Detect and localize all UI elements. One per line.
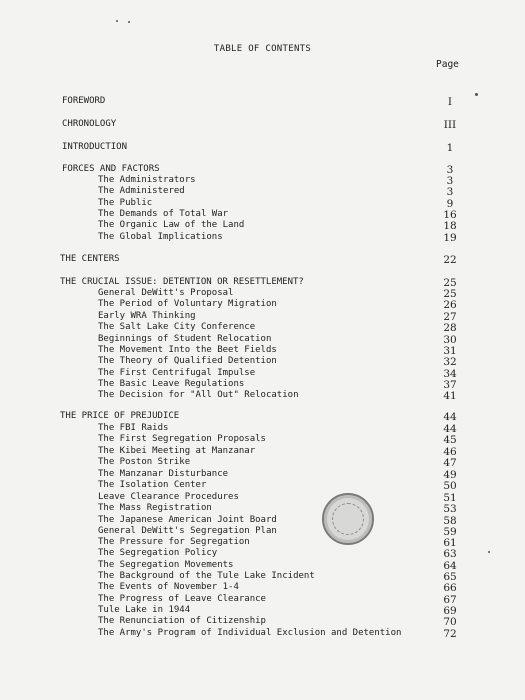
archive-stamp — [322, 493, 374, 545]
toc-page-number: 25 — [443, 277, 457, 289]
toc-entry-title: The Events of November 1-4 — [98, 582, 239, 592]
toc-subsection-row — [0, 548, 525, 560]
toc-entry-title: The Administered — [98, 186, 185, 196]
toc-subsection-row — [0, 356, 525, 368]
toc-entry-title: The Japanese American Joint Board — [98, 515, 277, 525]
toc-entry-title: The First Segregation Proposals — [98, 434, 266, 444]
toc-page-number: 27 — [443, 311, 457, 323]
toc-subsection-row — [0, 457, 525, 469]
toc-page-number: 18 — [443, 220, 457, 232]
toc-entry-title: The Background of the Tule Lake Incident — [98, 571, 315, 581]
toc-subsection-row — [0, 390, 525, 402]
toc-page-number: 28 — [443, 322, 457, 334]
toc-page-number: 61 — [443, 537, 457, 549]
toc-subsection-row — [0, 503, 525, 515]
toc-entry-title: The Segregation Policy — [98, 548, 218, 558]
toc-page-number: 44 — [443, 411, 457, 423]
toc-subsection-row — [0, 232, 525, 244]
toc-subsection-row — [0, 616, 525, 628]
toc-subsection-row — [0, 582, 525, 594]
toc-entry-title: The Poston Strike — [98, 457, 191, 467]
toc-subsection-row — [0, 434, 525, 446]
ink-speck — [116, 20, 118, 22]
toc-entry-title: The Organic Law of the Land — [98, 220, 245, 230]
toc-entry-title: The Mass Registration — [98, 503, 212, 513]
toc-entry-title: The Administrators — [98, 175, 196, 185]
toc-entry-title: The Public — [98, 198, 153, 208]
toc-entry-title: The Salt Lake City Conference — [98, 322, 256, 332]
toc-page-number: 53 — [443, 503, 457, 515]
toc-page-number: 46 — [443, 446, 457, 458]
toc-entry-title: The FBI Raids — [98, 423, 169, 433]
toc-page-number: 58 — [443, 515, 457, 527]
toc-page-number: 31 — [443, 345, 457, 357]
toc-section-row — [0, 119, 525, 131]
ink-speck — [475, 93, 478, 96]
toc-page-number: III — [443, 119, 457, 131]
toc-entry-title: CHRONOLOGY — [62, 119, 117, 129]
toc-subsection-row — [0, 186, 525, 198]
toc-entry-title: The Decision for "All Out" Relocation — [98, 390, 299, 400]
page-column-header: Page — [436, 59, 459, 70]
toc-page-number: 67 — [443, 594, 457, 606]
toc-entry-title: The Army's Program of Individual Exclusion and Detention — [98, 628, 402, 638]
toc-page-number: 64 — [443, 560, 457, 572]
toc-page-number: 69 — [443, 605, 457, 617]
toc-entry-title: Beginnings of Student Relocation — [98, 334, 272, 344]
toc-entry-title: General DeWitt's Proposal — [98, 288, 234, 298]
toc-entry-title: The First Centrifugal Impulse — [98, 368, 256, 378]
toc-entry-title: THE CRUCIAL ISSUE: DETENTION OR RESETTLEMENT? — [60, 277, 304, 287]
toc-entry-title: The Theory of Qualified Detention — [98, 356, 277, 366]
toc-section-row — [0, 254, 525, 266]
toc-page-number: I — [447, 96, 453, 108]
toc-subsection-row — [0, 628, 525, 640]
toc-page-number: 70 — [443, 616, 457, 628]
toc-entry-title: The Basic Leave Regulations — [98, 379, 245, 389]
toc-subsection-row — [0, 480, 525, 492]
toc-subsection-row — [0, 322, 525, 334]
toc-page-number: 22 — [443, 254, 457, 266]
toc-entry-title: General DeWitt's Segregation Plan — [98, 526, 277, 536]
toc-entry-title: FOREWORD — [62, 96, 106, 106]
toc-page-number: 47 — [443, 457, 457, 469]
toc-page-number: 65 — [443, 571, 457, 583]
toc-entry-title: The Segregation Movements — [98, 560, 234, 570]
toc-page-number: 34 — [443, 368, 457, 380]
toc-entry-title: The Kibei Meeting at Manzanar — [98, 446, 256, 456]
toc-page-number: 32 — [443, 356, 457, 368]
toc-page-number: 44 — [443, 423, 457, 435]
toc-page-number: 25 — [443, 288, 457, 300]
toc-entry-title: THE CENTERS — [60, 254, 120, 264]
toc-page-number: 3 — [446, 175, 454, 187]
toc-section-row — [0, 96, 525, 108]
toc-page-number: 51 — [443, 492, 457, 504]
toc-page-number: 9 — [446, 198, 454, 210]
toc-page-number: 26 — [443, 299, 457, 311]
toc-entry-title: THE PRICE OF PREJUDICE — [60, 411, 180, 421]
toc-page-number: 45 — [443, 434, 457, 446]
toc-entry-title: The Demands of Total War — [98, 209, 229, 219]
toc-page-number: 41 — [443, 390, 457, 402]
toc-section-row — [0, 142, 525, 154]
toc-page-number: 19 — [443, 232, 457, 244]
toc-entry-title: The Renunciation of Citizenship — [98, 616, 266, 626]
toc-page-number: 37 — [443, 379, 457, 391]
toc-entry-title: Leave Clearance Procedures — [98, 492, 239, 502]
toc-entry-title: FORCES AND FACTORS — [62, 164, 160, 174]
toc-page-number: 49 — [443, 469, 457, 481]
toc-page-number: 3 — [446, 164, 454, 176]
toc-entry-title: Tule Lake in 1944 — [98, 605, 191, 615]
toc-entry-title: The Isolation Center — [98, 480, 207, 490]
toc-entry-title: The Manzanar Disturbance — [98, 469, 229, 479]
page-title: TABLE OF CONTENTS — [213, 44, 312, 54]
toc-entry-title: The Progress of Leave Clearance — [98, 594, 266, 604]
toc-page-number: 16 — [443, 209, 457, 221]
ink-speck — [488, 551, 490, 553]
ink-speck — [128, 21, 130, 23]
toc-page-number: 66 — [443, 582, 457, 594]
toc-entry-title: The Movement Into the Beet Fields — [98, 345, 277, 355]
toc-page-number: 50 — [443, 480, 457, 492]
toc-page-number: 1 — [446, 142, 454, 154]
toc-entry-title: The Period of Voluntary Migration — [98, 299, 277, 309]
toc-entry-title: The Global Implications — [98, 232, 223, 242]
toc-section-row — [0, 411, 525, 423]
toc-subsection-row — [0, 220, 525, 232]
toc-entry-title: Early WRA Thinking — [98, 311, 196, 321]
toc-page-number: 72 — [443, 628, 457, 640]
toc-page-number: 30 — [443, 334, 457, 346]
toc-page-number: 3 — [446, 186, 454, 198]
toc-page-number: 63 — [443, 548, 457, 560]
toc-page-number: 59 — [443, 526, 457, 538]
toc-entry-title: INTRODUCTION — [62, 142, 128, 152]
toc-subsection-row — [0, 299, 525, 311]
toc-entry-title: The Pressure for Segregation — [98, 537, 250, 547]
